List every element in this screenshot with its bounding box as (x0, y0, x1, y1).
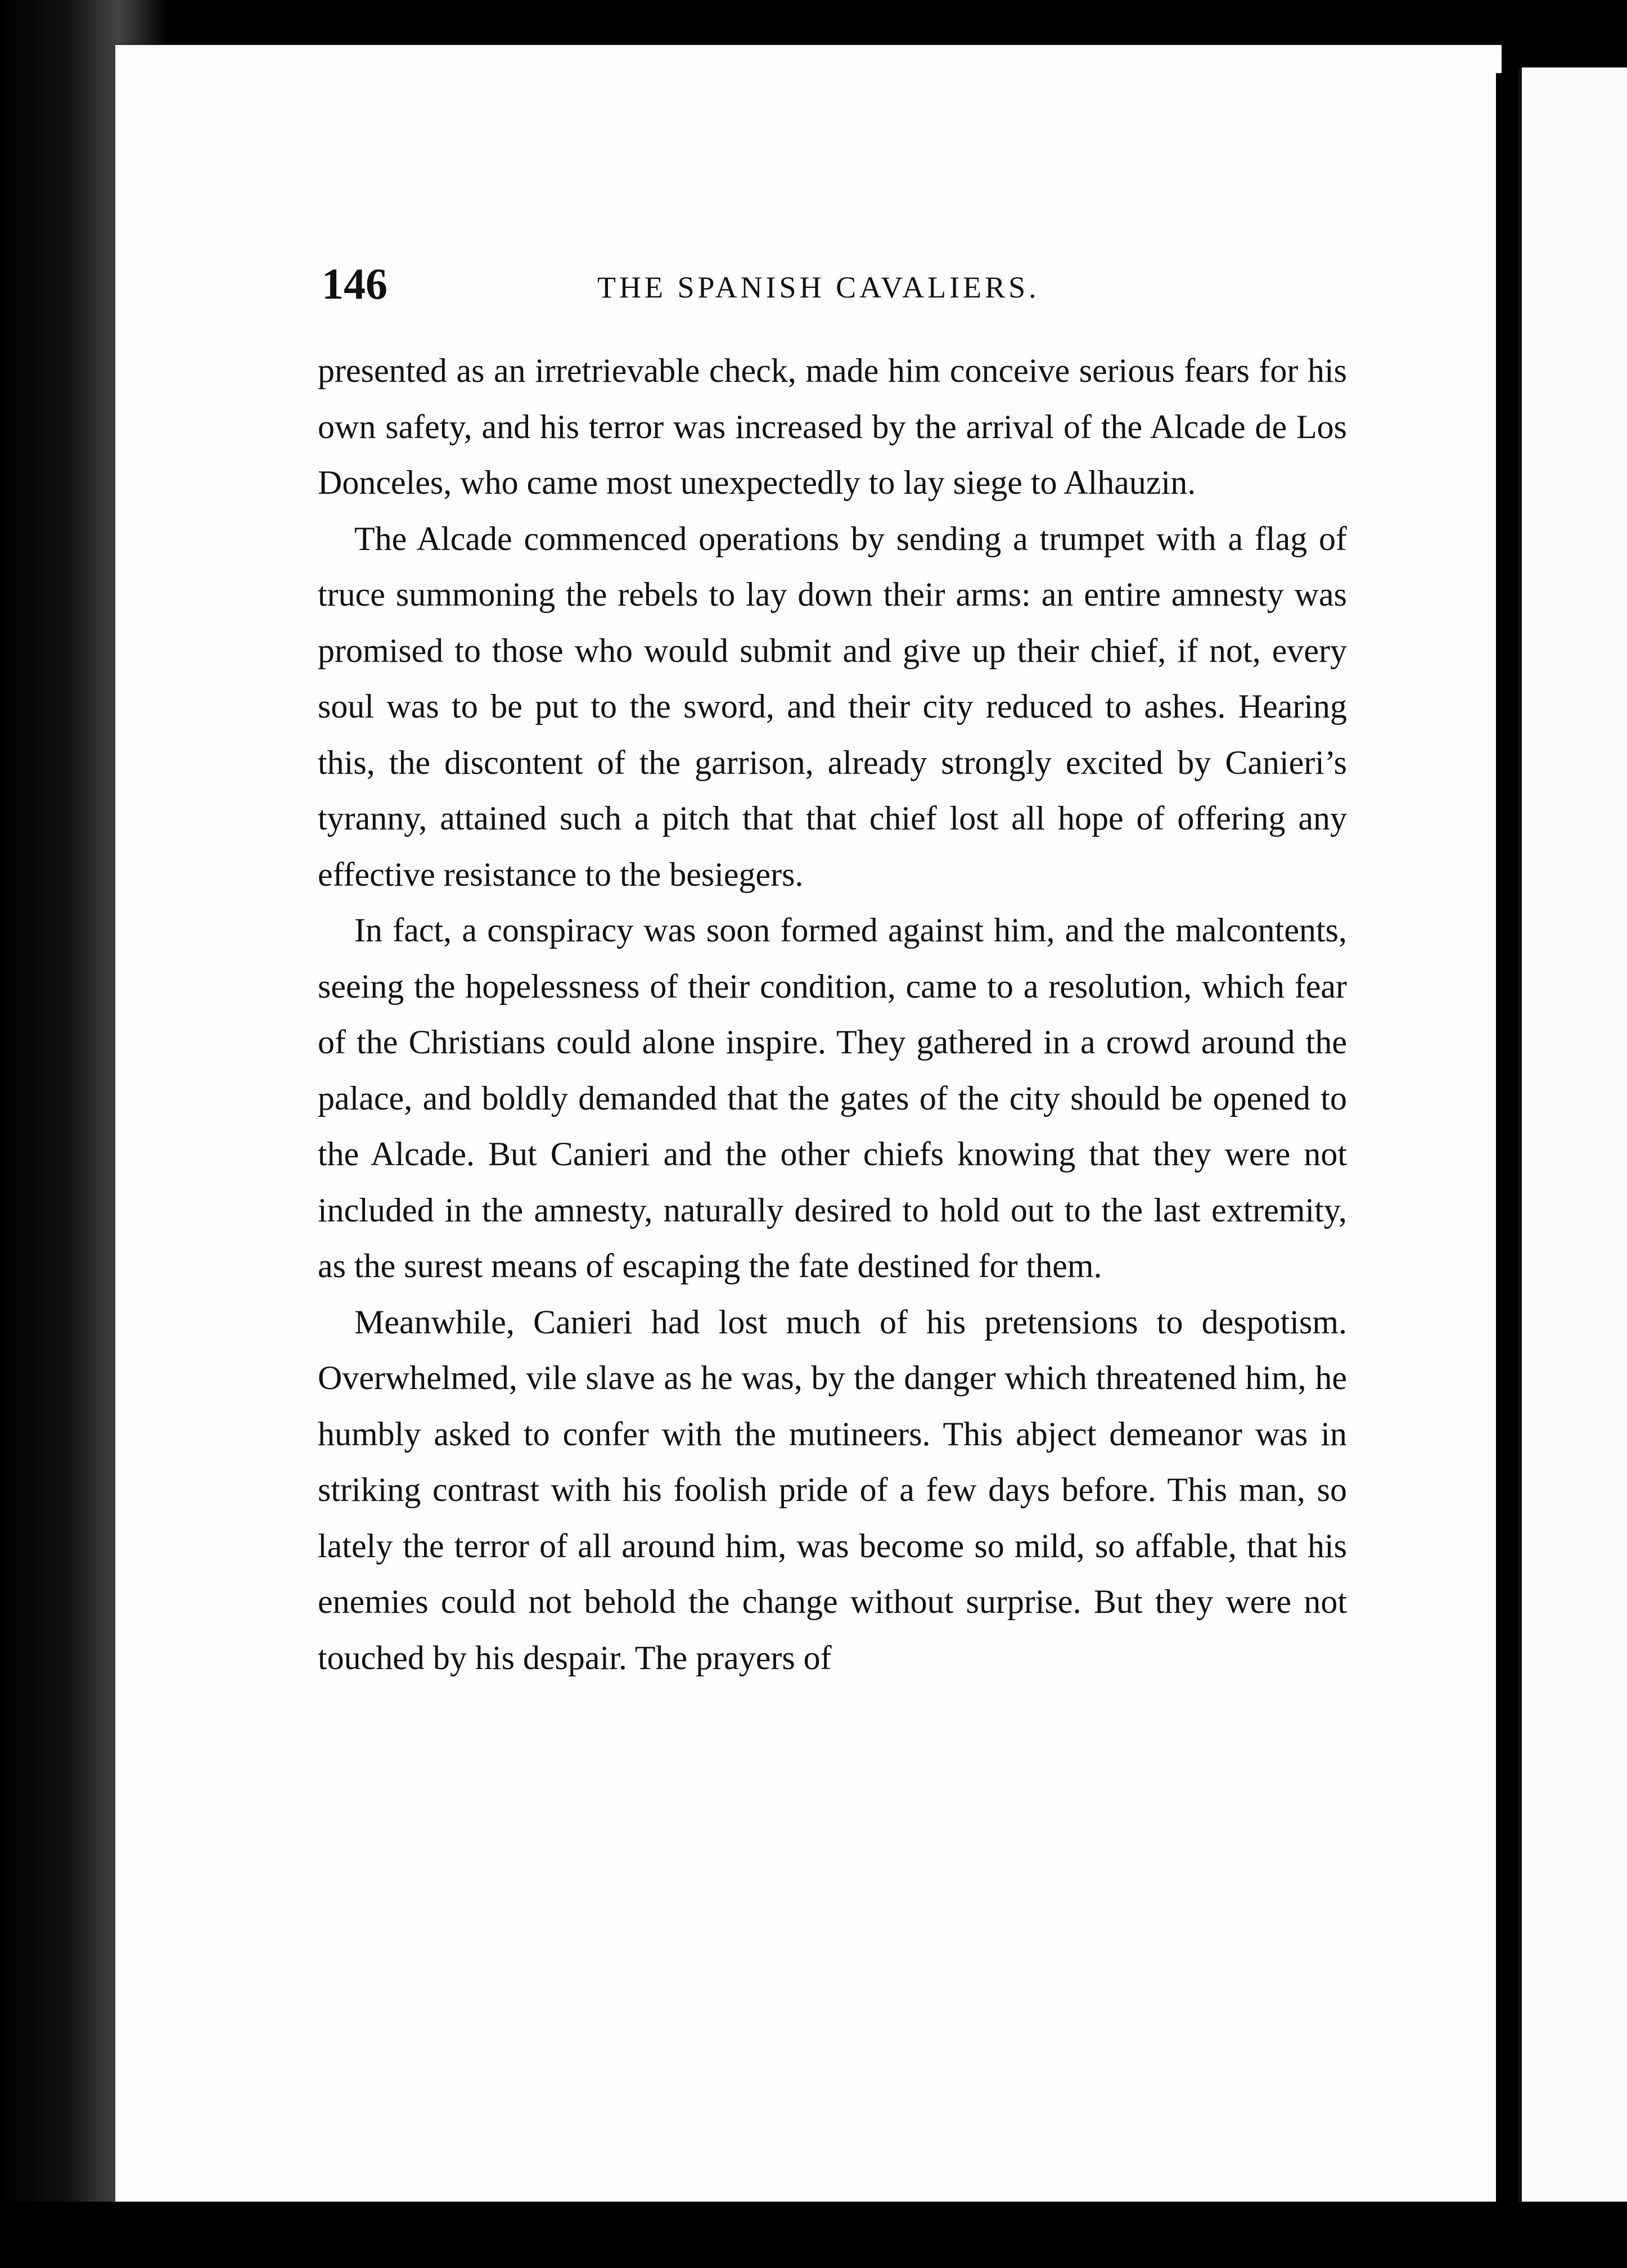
next-page-edge (1518, 67, 1627, 2221)
running-title: THE SPANISH CAVALIERS. (597, 270, 1040, 304)
paragraph-2: The Alcade commenced operations by sending a trumpet with a flag of truce summoning the rebels to lay down their arms: an entire amnesty was promised to those who would submit and give up their chief, if not, every soul was to be put to the sword, and their city reduced to ashes. Hearing this, the discontent of the garrison, already strongly excited by Canieri’s tyranny, attained such a pitch that that chief lost all hope of offering any effective resistance to the besiegers. (318, 520, 1347, 893)
paragraph-4: Meanwhile, Canieri had lost much of his pretensions to despotism. Overwhelmed, vile slave as he was, by the danger which threatened him, he humbly asked to confer with the mutineers. This abject demeanor was in striking contrast with his foolish pride of a few days before. This man, so lately the terror of all around him, was become so mild, so affable, that his enemies could not behold the change without surprise. But they were not touched by his despair. The prayers of (318, 1303, 1347, 1676)
paragraph-3: In fact, a conspiracy was soon formed against him, and the malcontents, seeing the hopelessness of their condition, came to a resolution, which fear of the Christians could alone inspire. They gathered in a crowd around the palace, and boldly demanded that the gates of the city should be opened to the Alcade. But Canieri and the other chiefs knowing that they were not included in the amnesty, naturally desired to hold out to the last extremity, as the surest means of escaping the fate destined for them. (318, 912, 1347, 1284)
paragraph-1: presented as an irretrievable check, made him conceive serious fears for his own safety, and his terror was increased by the arrival of the Alcade de Los Donceles, who came most unexpectedly to lay siege to Alhauzin. (318, 352, 1347, 501)
page-header (322, 247, 1379, 315)
scan-bottom-border (0, 2202, 1627, 2268)
binding-gutter-right (1496, 73, 1518, 2221)
body-text (318, 343, 1347, 1686)
page-number: 146 (322, 259, 387, 308)
